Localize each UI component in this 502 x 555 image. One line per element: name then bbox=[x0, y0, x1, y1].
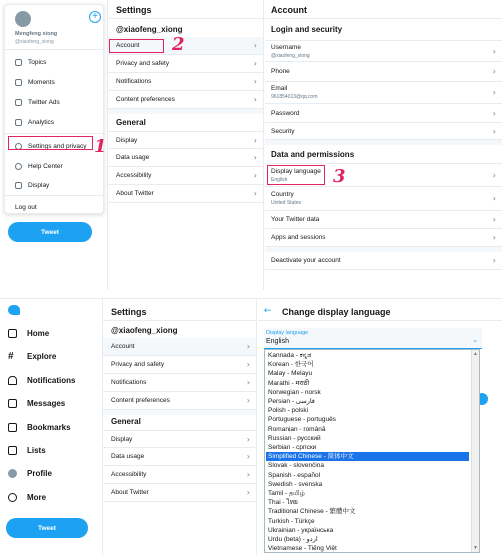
account-username-row[interactable] bbox=[265, 40, 502, 62]
chevron-right-icon: › bbox=[253, 171, 257, 180]
chevron-right-icon: › bbox=[492, 126, 496, 136]
tweet-button[interactable]: Tweet bbox=[6, 518, 88, 538]
account-deactivate-row[interactable] bbox=[265, 252, 502, 270]
nav-label: Home bbox=[27, 329, 50, 338]
analytics-icon bbox=[15, 119, 22, 126]
hashtag-icon: # bbox=[8, 351, 14, 362]
nav-label: Notifications bbox=[27, 376, 76, 385]
settings-item-content[interactable] bbox=[108, 91, 263, 109]
nav-label: Messages bbox=[27, 399, 66, 408]
settings-column bbox=[102, 299, 257, 555]
chevron-right-icon: › bbox=[246, 378, 250, 387]
language-option[interactable]: Turkish - Türkçe bbox=[268, 517, 315, 525]
section-spacer bbox=[108, 109, 263, 114]
profile-handle: @xiaofeng_xiong bbox=[15, 39, 54, 45]
language-option[interactable]: Tamil - தமிழ் bbox=[268, 490, 305, 497]
account-email-row[interactable] bbox=[265, 82, 502, 104]
envelope-icon bbox=[8, 399, 17, 408]
row-label: Data usage bbox=[116, 154, 150, 161]
row-label: Privacy and safety bbox=[111, 361, 165, 368]
row-label: Country bbox=[271, 191, 294, 198]
row-label: Phone bbox=[271, 68, 290, 75]
row-label: Content preferences bbox=[111, 397, 170, 404]
row-label: Password bbox=[271, 109, 300, 117]
account-security-row[interactable] bbox=[265, 123, 502, 140]
settings-item-display[interactable] bbox=[103, 430, 256, 448]
divider bbox=[5, 195, 103, 196]
chevron-right-icon: › bbox=[253, 77, 257, 86]
chevron-right-icon: › bbox=[246, 396, 250, 405]
menu-item-help-center[interactable] bbox=[15, 163, 63, 170]
menu-item-label: Analytics bbox=[28, 119, 55, 126]
chevron-right-icon: › bbox=[246, 434, 250, 444]
avatar[interactable] bbox=[15, 11, 31, 27]
menu-item-analytics[interactable] bbox=[15, 119, 54, 126]
language-option[interactable]: Spanish - español bbox=[268, 471, 321, 479]
chevron-right-icon: › bbox=[492, 194, 496, 203]
nav-explore[interactable] bbox=[8, 352, 56, 361]
language-option[interactable]: Marathi - मराठी bbox=[268, 379, 310, 387]
back-arrow-icon[interactable]: ← bbox=[264, 306, 272, 316]
row-label: Display bbox=[111, 435, 133, 443]
settings-title: Settings bbox=[111, 307, 147, 317]
select-label: Display language bbox=[266, 330, 309, 336]
account-column bbox=[265, 0, 502, 290]
annotation-box-settings bbox=[8, 136, 93, 150]
chevron-right-icon: › bbox=[253, 153, 257, 162]
chevron-right-icon: › bbox=[246, 470, 250, 479]
divider bbox=[5, 49, 103, 50]
nav-label: Profile bbox=[27, 469, 52, 478]
settings-item-display[interactable] bbox=[108, 131, 263, 149]
row-label: Username bbox=[271, 43, 301, 51]
menu-item-moments[interactable] bbox=[15, 79, 55, 86]
row-label: Privacy and safety bbox=[116, 60, 170, 67]
chevron-right-icon: › bbox=[246, 488, 250, 497]
menu-item-label: Moments bbox=[28, 79, 55, 86]
chevron-right-icon: › bbox=[253, 189, 257, 198]
language-option[interactable]: Malay - Melayu bbox=[268, 370, 313, 378]
language-option[interactable]: Slovak - slovenčina bbox=[268, 462, 324, 470]
login-security-title: Login and security bbox=[271, 25, 343, 34]
more-circle-icon bbox=[8, 493, 17, 502]
chevron-right-icon: › bbox=[492, 256, 496, 265]
twitter-logo-icon[interactable] bbox=[8, 305, 20, 315]
scroll-down-arrow-icon[interactable]: ▼ bbox=[473, 545, 478, 551]
profile-name: Mengfeng xiong bbox=[15, 31, 58, 37]
row-label: Data usage bbox=[111, 453, 145, 460]
chevron-right-icon: › bbox=[492, 46, 496, 56]
language-option[interactable]: Ukrainian - українська bbox=[268, 526, 334, 534]
header-divider bbox=[108, 18, 263, 19]
settings-item-accessibility[interactable] bbox=[108, 167, 263, 185]
chevron-right-icon: › bbox=[492, 88, 496, 97]
nav-label: Bookmarks bbox=[27, 423, 71, 432]
language-title: Change display language bbox=[282, 307, 391, 317]
row-label: About Twitter bbox=[116, 190, 154, 197]
language-option[interactable]: Urdu (beta) - اردو bbox=[268, 536, 318, 543]
section-spacer bbox=[103, 410, 256, 415]
row-label: Content preferences bbox=[116, 96, 175, 103]
settings-item-account[interactable] bbox=[103, 338, 256, 356]
menu-item-label: Display bbox=[28, 182, 50, 189]
row-label: Email bbox=[271, 85, 288, 92]
annotation-number-1: 1 bbox=[94, 136, 107, 157]
row-label: Account bbox=[111, 343, 135, 350]
chevron-right-icon: › bbox=[253, 59, 257, 68]
settings-item-about[interactable] bbox=[108, 185, 263, 203]
chevron-right-icon: › bbox=[246, 360, 250, 369]
menu-item-display[interactable] bbox=[15, 182, 49, 189]
bottom-screen bbox=[0, 298, 502, 554]
scroll-up-arrow-icon[interactable]: ▲ bbox=[473, 351, 478, 357]
chevron-right-icon: › bbox=[492, 67, 496, 76]
annotation-number-2: 2 bbox=[172, 34, 185, 55]
language-option[interactable]: Korean - 한국어 bbox=[268, 361, 314, 369]
chevron-right-icon: › bbox=[253, 41, 257, 50]
tweet-button[interactable]: Tweet bbox=[8, 222, 92, 242]
settings-username: @xiaofeng_xiong bbox=[111, 326, 178, 335]
language-option[interactable]: Portuguese - português bbox=[268, 416, 336, 424]
chevron-down-icon: ⌄ bbox=[472, 336, 478, 344]
menu-item-label: Settings and privacy bbox=[28, 143, 87, 150]
row-label: Deactivate your account bbox=[271, 257, 341, 264]
display-icon bbox=[15, 182, 22, 189]
account-title: Account bbox=[271, 5, 307, 15]
language-option[interactable]: Romanian - română bbox=[268, 425, 326, 433]
language-option[interactable]: Simplified Chinese - 简体中文 bbox=[266, 452, 469, 461]
language-option[interactable]: Russian - русский bbox=[268, 434, 321, 442]
divider bbox=[5, 133, 103, 134]
chevron-right-icon: › bbox=[246, 342, 250, 351]
row-value: English bbox=[271, 176, 288, 183]
row-label: Accessibility bbox=[116, 172, 152, 179]
menu-item-label: Log out bbox=[15, 204, 37, 211]
header-divider bbox=[103, 320, 256, 321]
chevron-right-icon: › bbox=[253, 135, 257, 145]
nav-profile[interactable] bbox=[8, 469, 52, 478]
row-label: Notifications bbox=[111, 379, 147, 386]
home-icon bbox=[8, 329, 17, 338]
add-account-icon[interactable]: + bbox=[89, 11, 101, 23]
chevron-right-icon: › bbox=[492, 215, 496, 224]
chevron-right-icon: › bbox=[246, 452, 250, 461]
settings-item-notifications[interactable] bbox=[108, 73, 263, 91]
row-label: Display language bbox=[271, 167, 321, 175]
language-option[interactable]: Traditional Chinese - 繁體中文 bbox=[268, 508, 356, 516]
row-value: @xiaofeng_xiong bbox=[271, 52, 310, 59]
row-value: 961854013@qq.com bbox=[271, 94, 318, 100]
nav-label: Explore bbox=[27, 352, 57, 361]
row-label: About Twitter bbox=[111, 489, 149, 496]
settings-item-data-usage[interactable] bbox=[103, 448, 256, 466]
help-icon bbox=[15, 163, 22, 170]
account-phone-row[interactable] bbox=[265, 62, 502, 82]
menu-item-topics[interactable] bbox=[15, 59, 46, 66]
row-label: Security bbox=[271, 127, 295, 135]
menu-item-label: Topics bbox=[28, 59, 47, 66]
general-title: General bbox=[111, 417, 141, 426]
chevron-right-icon: › bbox=[492, 108, 496, 118]
row-label: Apps and sessions bbox=[271, 234, 326, 241]
language-option[interactable]: Thai - ไทย bbox=[268, 499, 298, 507]
language-option[interactable]: Swedish - svenska bbox=[268, 480, 323, 488]
account-your-data-row[interactable] bbox=[265, 211, 502, 229]
annotation-box-display-language bbox=[267, 165, 325, 185]
profile-avatar-icon bbox=[8, 469, 17, 478]
nav-label: Lists bbox=[27, 446, 46, 455]
settings-item-about[interactable] bbox=[103, 484, 256, 502]
nav-label: More bbox=[27, 493, 47, 502]
account-country-row[interactable] bbox=[265, 187, 502, 211]
ads-icon bbox=[15, 99, 22, 106]
row-label: Display bbox=[116, 136, 138, 144]
language-option[interactable]: Norwegian - norsk bbox=[268, 388, 321, 396]
header-divider bbox=[258, 320, 502, 321]
language-option[interactable]: Persian - فارسی bbox=[268, 398, 315, 405]
bookmark-icon bbox=[8, 423, 17, 432]
topics-icon bbox=[15, 59, 22, 66]
select-value: English bbox=[266, 338, 289, 345]
language-option[interactable]: Vietnamese - Tiếng Việt bbox=[268, 545, 337, 553]
chevron-right-icon: › bbox=[492, 233, 496, 242]
annotation-number-3: 3 bbox=[333, 166, 346, 187]
nav-more[interactable] bbox=[8, 493, 46, 502]
row-label: Notifications bbox=[116, 78, 152, 85]
row-label: Account bbox=[116, 42, 140, 49]
annotation-box-account bbox=[109, 39, 164, 53]
chevron-right-icon: › bbox=[253, 95, 257, 104]
header-divider bbox=[265, 18, 502, 19]
row-label: Your Twitter data bbox=[271, 216, 320, 223]
scrollbar[interactable] bbox=[471, 350, 479, 552]
section-spacer bbox=[265, 140, 502, 145]
settings-item-data-usage[interactable] bbox=[108, 149, 263, 167]
settings-item-content[interactable] bbox=[103, 392, 256, 410]
row-label: Accessibility bbox=[111, 471, 147, 478]
list-icon bbox=[8, 446, 17, 455]
bell-icon bbox=[8, 376, 17, 385]
settings-item-privacy[interactable] bbox=[103, 356, 256, 374]
nav-home[interactable] bbox=[8, 329, 49, 338]
row-value: United States bbox=[271, 200, 302, 206]
nav-bookmarks[interactable] bbox=[8, 423, 71, 432]
menu-item-twitter-ads[interactable] bbox=[15, 99, 60, 106]
data-permissions-title: Data and permissions bbox=[271, 150, 355, 159]
language-option[interactable]: Polish - polski bbox=[268, 407, 309, 415]
account-password-row[interactable] bbox=[265, 104, 502, 123]
settings-username: @xiaofeng_xiong bbox=[116, 25, 183, 34]
language-option[interactable]: Kannada - ಕನ್ನಡ bbox=[268, 352, 312, 359]
moments-icon bbox=[15, 79, 22, 86]
chevron-right-icon: › bbox=[492, 170, 496, 180]
nav-lists[interactable] bbox=[8, 446, 46, 455]
settings-item-notifications[interactable] bbox=[103, 374, 256, 392]
menu-item-label: Help Center bbox=[28, 163, 63, 170]
menu-item-log-out[interactable] bbox=[15, 204, 37, 211]
nav-notifications[interactable] bbox=[8, 376, 75, 385]
general-title: General bbox=[116, 118, 146, 127]
menu-item-label: Twitter Ads bbox=[28, 99, 60, 106]
settings-item-accessibility[interactable] bbox=[103, 466, 256, 484]
settings-title: Settings bbox=[116, 5, 152, 15]
language-select[interactable] bbox=[264, 328, 482, 349]
account-apps-row[interactable] bbox=[265, 229, 502, 247]
settings-item-privacy[interactable] bbox=[108, 55, 263, 73]
more-menu-panel bbox=[4, 4, 104, 214]
nav-messages[interactable] bbox=[8, 399, 65, 408]
language-option[interactable]: Serbian - српски bbox=[268, 444, 317, 451]
